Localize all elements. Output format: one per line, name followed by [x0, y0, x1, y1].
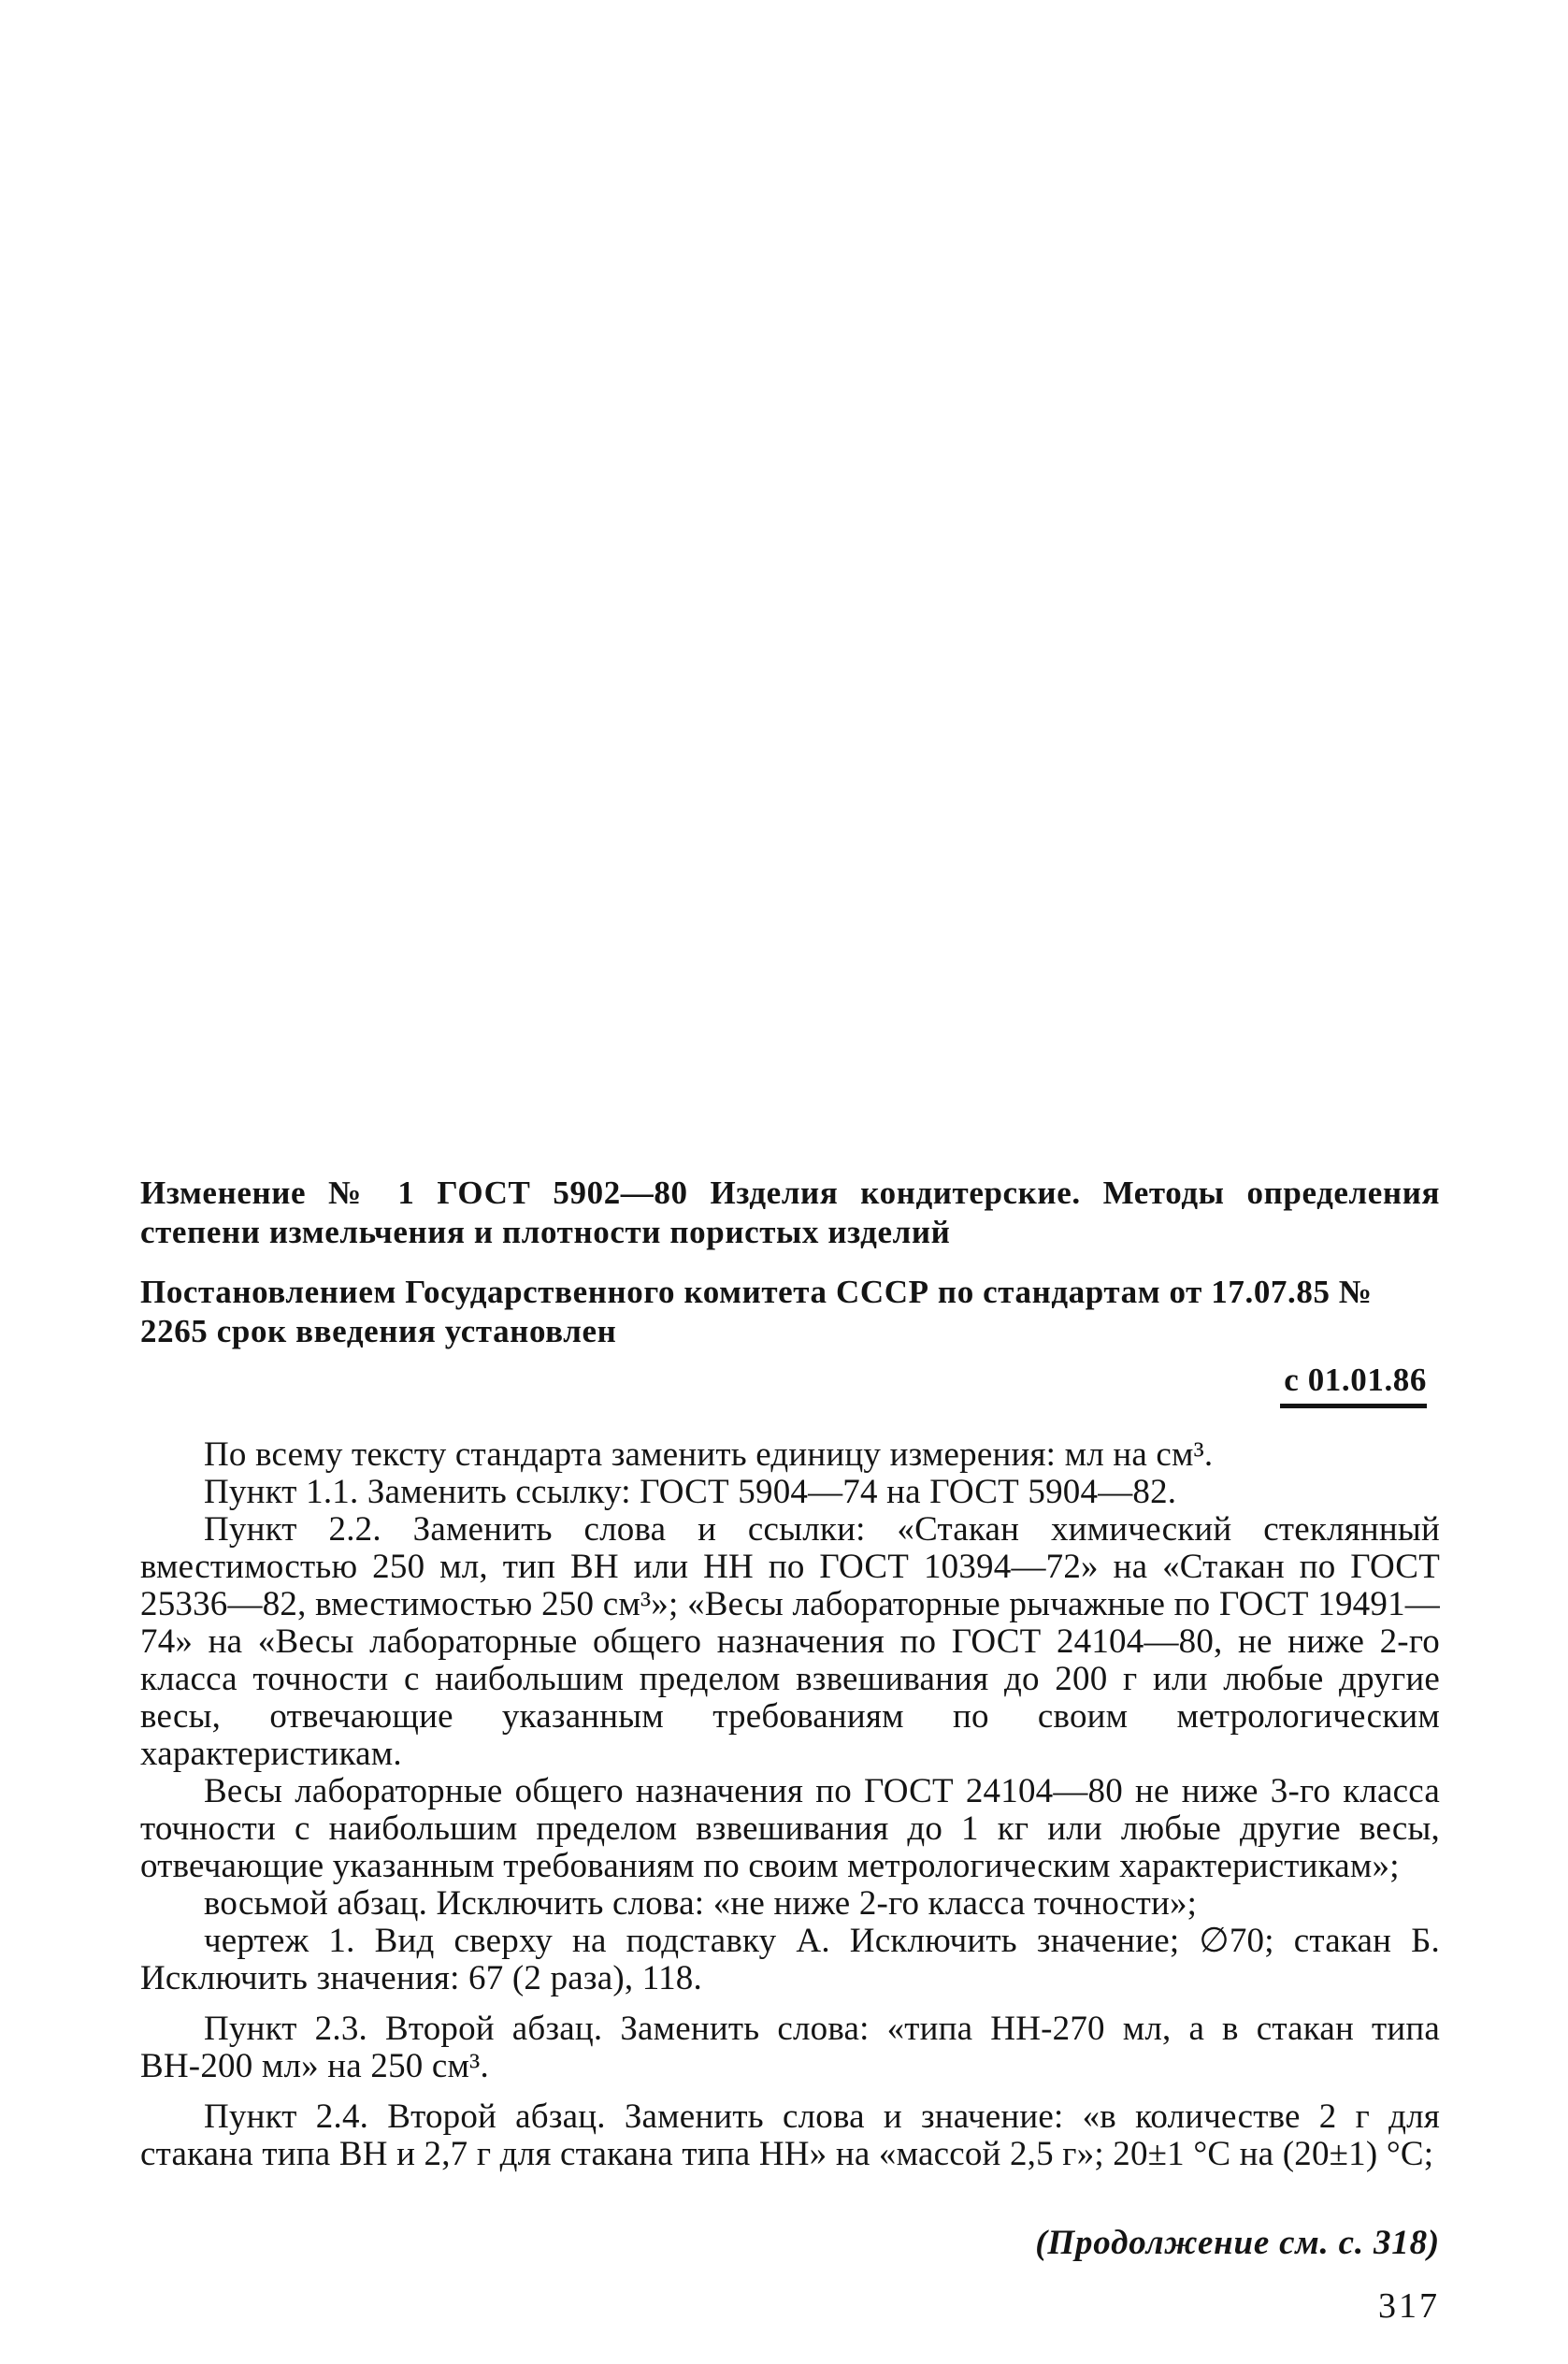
effective-date-row: [140, 1361, 1440, 1408]
decree-statement: Постановлением Государственного комитета СССР по стандартам от 17.07.85 № 2265 срок введения установлен: [140, 1274, 1373, 1349]
paragraph: Пункт 1.1. Заменить ссылку: ГОСТ 5904—74 на ГОСТ 5904—82.: [204, 1473, 1177, 1511]
paragraph: Пункт 2.2. Заменить слова и ссылки: «Стакан химический стеклянный вместимостью 250 мл, тип ВН или НН по ГОСТ 10394—72» на «Стакан по ГОСТ 25336—82, вместимостью 250 см³»; «Весы лабораторные рычажные по ГОСТ 19491—74» на «Весы лабораторные общего назначения по ГОСТ 24104—80, не ниже 2-го класса точности с наибольшим пределом взвешивания до 200 г или любые другие весы, отвечающие указанным требованиям по своим метрологическим характеристикам.: [140, 1510, 1440, 1773]
paragraph: Пункт 2.3. Второй абзац. Заменить слова: «типа НН-270 мл, а в стакан типа ВН-200 мл» на 250 см³.: [140, 2010, 1440, 2085]
effective-date: с 01.01.86: [1280, 1361, 1427, 1408]
paragraph: восьмой абзац. Исключить слова: «не ниже 2-го класса точности»;: [204, 1884, 1198, 1923]
page-number: 317: [1378, 2286, 1440, 2326]
continuation-note: (Продолжение см. с. 318): [1035, 2224, 1440, 2262]
amendment-body: [140, 1436, 1440, 2173]
paragraph: По всему тексту стандарта заменить единицу измерения: мл на см³.: [204, 1435, 1214, 1474]
paragraph: Пункт 2.4. Второй абзац. Заменить слова и значение: «в количестве 2 г для стакана типа ВН и 2,7 г для стакана типа НН» на «массой 2,5 г»; 20±1 °С на (20±1) °С;: [140, 2097, 1440, 2173]
amendment-heading: Изменение № 1 ГОСТ 5902—80 Изделия кондитерские. Методы определения степени измельчения и плотности пористых изделий: [140, 1175, 1440, 1250]
amendment-block: [140, 1174, 1440, 2173]
paragraph: Весы лабораторные общего назначения по ГОСТ 24104—80 не ниже 3-го класса точности с наибольшим пределом взвешивания до 1 кг или любые другие весы, отвечающие указанным требованиям по своим метрологическим характеристикам»;: [140, 1772, 1440, 1885]
paragraph: чертеж 1. Вид сверху на подставку А. Исключить значение; ∅70; стакан Б. Исключить значения: 67 (2 раза), 118.: [140, 1922, 1440, 1997]
